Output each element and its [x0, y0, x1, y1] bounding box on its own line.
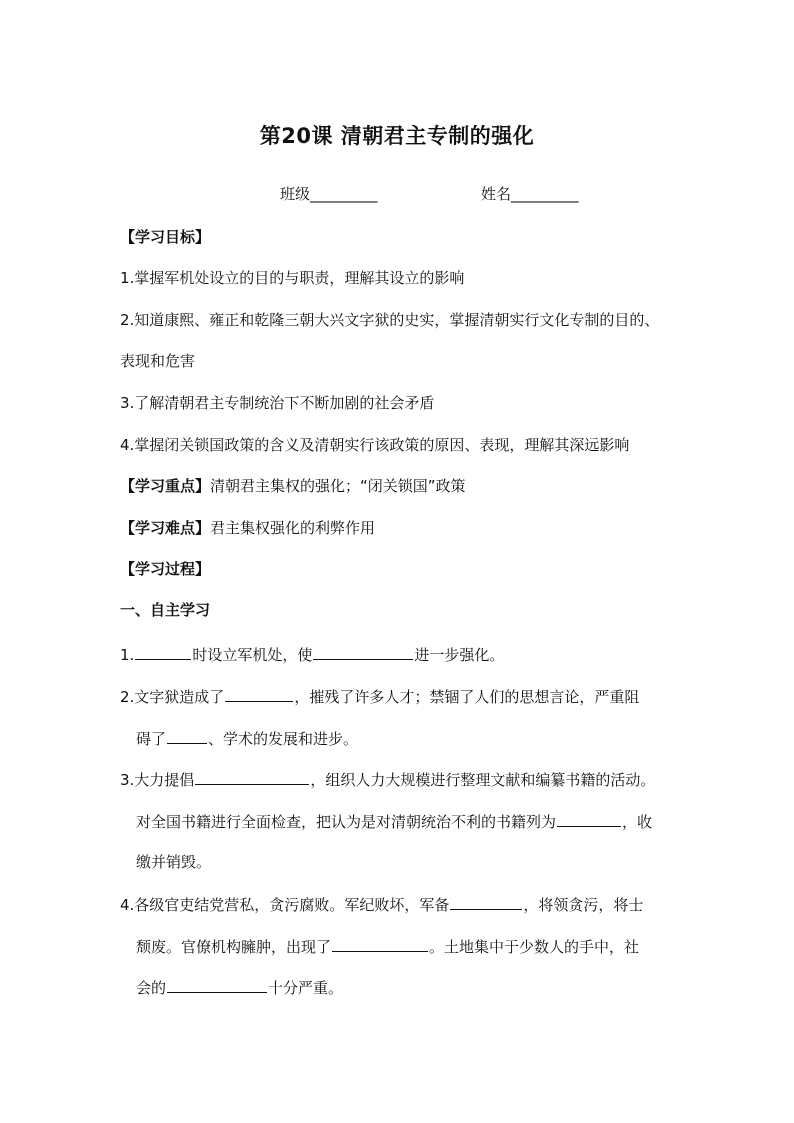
name-field — [481, 183, 579, 204]
question-4-line1 — [120, 893, 680, 915]
q2-line2-part1: 碍了 — [136, 730, 167, 748]
difficulty-text: 君主集权强化的利弊作用 — [210, 519, 376, 537]
question-3-line2 — [136, 810, 696, 832]
q4-blank-2 — [332, 935, 428, 952]
q2-line1-part2: ，摧残了许多人才；禁锢了人们的思想言论，严重阻 — [294, 688, 640, 706]
process-header: 【学习过程】 — [120, 560, 211, 578]
q2-blank-1 — [225, 685, 293, 702]
q4-line2-part2: 。土地集中于少数人的手中，社 — [429, 938, 640, 956]
objective-4: 4.掌握闭关锁国政策的含义及清朝实行该政策的原因、表现，理解其深远影响 — [120, 436, 630, 454]
question-3-line1 — [120, 768, 680, 790]
key-point-label: 【学习重点】 — [120, 477, 211, 495]
q3-line2-part1: 对全国书籍进行全面检查，把认为是对清朝统治不利的书籍列为 — [136, 813, 557, 831]
objective-2-line1: 2.知道康熙、雍正和乾隆三朝大兴文字狱的史实，掌握清朝实行文化专制的目的、 — [120, 311, 660, 329]
q3-blank-1 — [195, 768, 309, 785]
q1-part3: 进一步强化。 — [414, 646, 505, 664]
key-point-row — [120, 476, 680, 496]
name-label: 姓名 — [481, 185, 512, 203]
difficulty-row — [120, 518, 680, 538]
objectives-header: 【学习目标】 — [120, 228, 211, 246]
objective-1: 1.掌握军机处设立的目的与职责，理解其设立的影响 — [120, 269, 465, 287]
q4-line1-part2: ，将领贪污，将士 — [523, 896, 644, 914]
q3-line2-part2: ，收 — [622, 813, 653, 831]
q4-line2-part1: 颓废。官僚机构臃肿，出现了 — [136, 938, 332, 956]
self-study-header: 一、自主学习 — [120, 601, 211, 619]
page-title: 第20课 清朝君主专制的强化 — [259, 124, 535, 148]
key-point-text: 清朝君主集权的强化；“闭关锁国”政策 — [210, 477, 466, 495]
q3-line1-part1: 3.大力提倡 — [120, 771, 195, 789]
q2-line1-part1: 2.文字狱造成了 — [120, 688, 225, 706]
class-name-row — [0, 183, 794, 209]
class-field — [280, 183, 378, 204]
question-1 — [120, 643, 680, 665]
question-2-line1 — [120, 685, 680, 707]
q2-line2-part2: 、学术的发展和进步。 — [208, 730, 359, 748]
q4-line3-part1: 会的 — [136, 979, 167, 997]
q1-part2: 时设立军机处，使 — [192, 646, 313, 664]
objective-2-line2: 表现和危害 — [120, 352, 196, 370]
q1-prefix: 1. — [120, 646, 135, 664]
class-blank: _________ — [310, 185, 378, 203]
q3-line1-part2: ，组织人力大规模进行整理文献和编纂书籍的活动。 — [310, 771, 656, 789]
q1-blank-1 — [135, 643, 191, 660]
q4-blank-3 — [167, 976, 267, 993]
question-3-line3: 缴并销毁。 — [136, 853, 212, 871]
q4-line1-part1: 4.各级官吏结党营私，贪污腐败。军纪败坏，军备 — [120, 896, 450, 914]
question-4-line2 — [136, 935, 696, 957]
q1-blank-2 — [313, 643, 413, 660]
question-2-line2 — [136, 727, 696, 749]
objective-3: 3.了解清朝君主专制统治下不断加剧的社会矛盾 — [120, 394, 435, 412]
q2-blank-2 — [167, 727, 207, 744]
q4-blank-1 — [450, 893, 522, 910]
q4-line3-part2: 十分严重。 — [268, 979, 344, 997]
class-label: 班级 — [280, 185, 311, 203]
question-4-line3 — [136, 976, 696, 998]
difficulty-label: 【学习难点】 — [120, 519, 211, 537]
name-blank: _________ — [511, 185, 579, 203]
q3-blank-2 — [557, 810, 621, 827]
